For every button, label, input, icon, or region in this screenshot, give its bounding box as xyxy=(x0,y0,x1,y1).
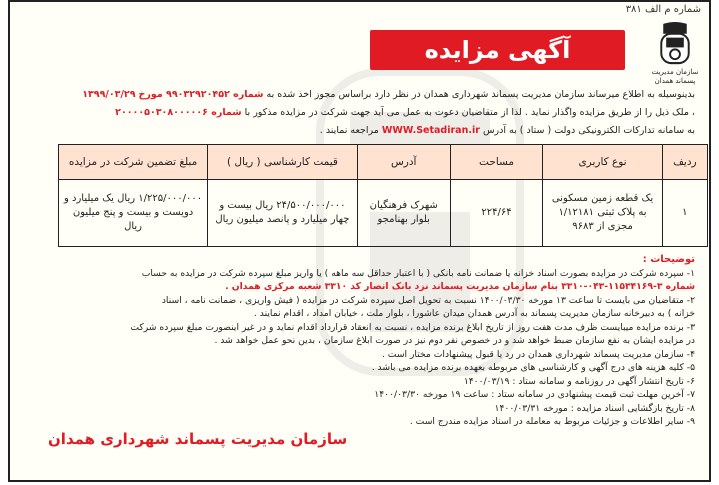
logo-caption: سازمان مدیریت پسماند همدان xyxy=(651,68,699,85)
auction-table xyxy=(58,144,708,247)
reference-number: شماره م الف ۳۸۱ xyxy=(625,4,701,15)
notes-title: توضیحات : xyxy=(642,254,695,265)
notes-section xyxy=(30,253,695,429)
header-expert-price: قیمت کارشناسی ( ریال ) xyxy=(208,145,358,180)
header-row-number: ردیف xyxy=(662,145,707,180)
cell-deposit: ۱/۲۲۵/۰۰۰/۰۰۰ ریال یک میلیارد و دویست و بیست و پنج میلیون ریال xyxy=(59,180,208,247)
note-item: ۷- آخرین مهلت ثبت قیمت پیشنهادی در سامانه ستاد : ساعت ۱۹ مورخه ۱۴۰۰/۰۳/۳۰ xyxy=(374,389,695,400)
note-item: ۲- متقاضیان می بایست تا ساعت ۱۳ مورخه ۱۴۰۰/۰۳/۳۰ نسبت به تحویل اصل سپرده شرکت در مزایده ( فیش واریزی ، ضمانت نامه ، اسناد xyxy=(161,294,695,306)
permit-number: شماره ۹۹۰۳۲۹۲۰۴۵۲ مورخ xyxy=(138,89,264,100)
cell-usage-type: یک قطعه زمین مسکونی به پلاک ثبتی ۱/۱۲۱۸۱ مجزی از ۹۶۸۳ xyxy=(543,180,662,247)
header-usage-type: نوع کاربری xyxy=(543,145,662,180)
setadiran-link[interactable]: WWW.Setadiran.ir xyxy=(381,125,480,136)
cell-address: شهرک فرهنگیان بلوار بهنامجو xyxy=(357,180,450,247)
cell-area: ۲۲۴/۶۴ xyxy=(450,180,543,247)
note-item: در مزایده ایشان به نفع سازمان ضبط خواهد شد و در خصوص نفر دوم نیز در صورت ابلاغ سازمان ، بدین نحو عمل خواهد شد . xyxy=(214,335,695,346)
intro-line3-end: مراجعه نمایند . xyxy=(319,125,379,136)
table-header-row xyxy=(59,145,708,180)
header-address: آدرس xyxy=(357,145,450,180)
note-item: ۸- تاریخ بازگشایی اسناد مزایده : مورخه ۱۴۰۰/۰۳/۳۱ xyxy=(494,402,695,414)
note-item: ۱- سپرده شرکت در مزایده بصورت اسناد خزانه یا ضمانت نامه بانکی ( با اعتبار حداقل سه ماهه ) یا واریز مبلغ سپرده شرکت در مزایده به حساب xyxy=(141,267,695,279)
title-banner: آگهی مزایده xyxy=(370,30,625,70)
permit-date: ۱۳۹۹/۰۳/۲۹ xyxy=(82,89,136,100)
header-deposit: مبلغ تضمین شرکت در مزایده xyxy=(59,145,208,180)
table-row xyxy=(59,180,708,247)
header-area: مساحت xyxy=(450,145,543,180)
intro-line3: به سامانه تدارکات الکترونیکی دولت ( ستاد ) به آدرس xyxy=(482,125,695,136)
intro-line2: ، ملک ذیل را از طریق مزایده واگذار نماید . لذا از متقاضیان دعوت به عمل می آید جهت شرکت در مزایده مذکور با xyxy=(244,107,695,118)
intro-line1: بدینوسیله به اطلاع میرساند سازمان مدیریت پسماند شهرداری همدان در نظر دارد براساس مجوز اخذ شده به xyxy=(266,89,695,100)
emblem-icon xyxy=(655,20,695,67)
intro-paragraph xyxy=(40,86,695,140)
auction-number: شماره ۲۰۰۰۰۵۰۳۰۸۰۰۰۰۰۶ xyxy=(115,107,242,118)
note-item: شماره ۳-۱۱۵۳۴۱۶۹-۰۴۳-۳۳۱۰ بنام سازمان مدیریت پسماند نزد بانک انصار کد ۳۳۱۰ شعبه مرکزی همدان . xyxy=(225,281,695,292)
note-item: خزانه ) به دبیرخانه سازمان مدیریت پسماند به آدرس همدان میدان عاشورا ، بلوار ملت ، خیابان امداد ، اقدام نمایند . xyxy=(253,308,695,319)
organization-logo xyxy=(651,20,699,86)
note-item: ۳- برنده مزایده میبایست ظرف مدت هفت روز از تاریخ ابلاغ برنده مزایده ، نسبت به انعقاد قرارداد اقدام نماید و در غیر اینصورت مبلغ سپرده شرکت xyxy=(130,321,695,333)
cell-row-number: ۱ xyxy=(662,180,707,247)
footer-organization: سازمان مدیریت پسماند شهرداری همدان xyxy=(48,430,348,448)
cell-expert-price: ۲۴/۵۰۰/۰۰۰/۰۰۰ ریال بیست و چهار میلیارد و پانصد میلیون ریال xyxy=(208,180,358,247)
note-item: ۴- سازمان مدیریت پسماند شهرداری همدان در رد یا قبول پیشنهادات مختار است . xyxy=(381,348,695,360)
note-item: ۵- کلیه هزینه های درج آگهی و کارشناسی های مربوطه بعهده برنده مزایده می باشد . xyxy=(371,362,695,373)
ad-frame xyxy=(8,0,711,482)
note-item: ۶- تاریخ انتشار آگهی در روزنامه و سامانه ستاد : ۱۴۰۰/۰۳/۱۹ xyxy=(463,375,695,387)
note-item: ۹- سایر اطلاعات و جزئیات مربوط به معامله در اسناد مزایده مندرج است . xyxy=(409,416,695,427)
